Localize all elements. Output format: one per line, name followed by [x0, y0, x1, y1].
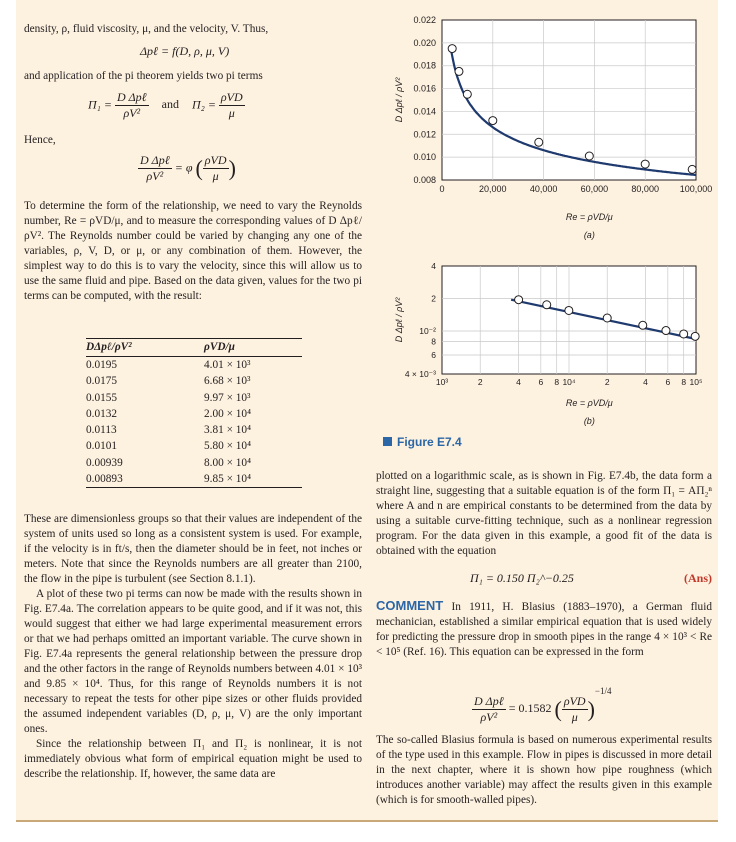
table-cell: 8.00 × 10⁴	[204, 456, 252, 469]
table-row	[86, 406, 302, 422]
y-tick-label: 2	[431, 293, 436, 304]
data-point	[463, 90, 471, 98]
open-paren: (	[195, 155, 203, 181]
data-point	[641, 160, 649, 168]
y-tick-label: 0.022	[413, 15, 436, 25]
left-para-2	[24, 69, 362, 84]
data-point	[515, 296, 523, 304]
left-para-3	[24, 199, 362, 304]
table-header-row	[86, 339, 302, 357]
x-tick-label: 100,000	[679, 184, 712, 194]
x-tick-label: 60,000	[580, 184, 609, 194]
close-paren: )	[587, 696, 595, 722]
pi2-symbol: Π₂ =	[191, 97, 216, 112]
panel-label: (a)	[583, 230, 595, 240]
denominator: ρV²	[146, 169, 164, 183]
data-point	[565, 306, 573, 314]
fraction	[562, 694, 588, 725]
table-cell: 0.0195	[86, 359, 118, 371]
x-tick-label: 10⁴	[562, 377, 576, 387]
denominator: μ	[228, 106, 235, 120]
data-point	[535, 138, 543, 146]
pi-terms-table	[86, 338, 302, 488]
y-tick-label: 0.008	[413, 175, 436, 185]
right-para-3	[376, 733, 712, 808]
x-tick-label: 4	[516, 377, 521, 387]
answer-label: (Ans)	[683, 571, 712, 585]
paragraph: Hence,	[24, 134, 56, 146]
table-row	[86, 471, 302, 488]
paragraph: A plot of these two pi terms can now be made with the results shown in Fig. E7.4a. The correlation appears to be quite good, and if it was not, this would suggest that either we had large experimental measurement errors or that we had perhaps omitted an important variable. The curve shown in Fig. E7.4a represents the general relationship between the pressure drop and the other factors in the range of Reynolds numbers between 4.01 × 10³ and 9.85 × 10⁴. Thus, for this range of Reynolds numbers it is not necessary to repeat the tests for other pipe sizes or other fluids provided the assumed independent variables (D, ρ, μ, V) are the only important ones.	[24, 588, 362, 735]
table-row	[86, 357, 302, 374]
chart-a	[372, 10, 712, 240]
x-tick-label: 4	[643, 377, 648, 387]
comment-heading: COMMENT	[376, 598, 444, 613]
numerator: D Δpℓ	[474, 693, 504, 708]
fraction	[115, 90, 149, 121]
column-header: ρVD/μ	[204, 341, 235, 353]
denominator: ρV²	[123, 106, 141, 120]
panel-label: (b)	[583, 416, 595, 426]
y-tick-label: 8	[431, 336, 436, 347]
table-cell: 6.68 × 10³	[204, 375, 251, 388]
paragraph: and application of the pi theorem yields two pi terms	[24, 70, 263, 82]
table-row	[86, 438, 302, 454]
fraction	[219, 90, 245, 121]
table-cell: 2.00 × 10⁴	[204, 407, 252, 420]
paragraph: To determine the form of the relationship, we need to vary the Reynolds number, Re = ρVD/μ, and to measure the corresponding values of D Δpℓ/ρV². The Reynolds number could be varied by changing any one of the variables, ρ, V, D, or μ, or any combination of them. However, the simplest way to do this is to vary the velocity, since this will allow us to use the same fluid and pipe. Based on the data given, values for the two pi terms can be computed, with the result:	[24, 200, 362, 302]
y-tick-label: 0.020	[413, 37, 436, 48]
data-point	[448, 45, 456, 53]
paragraph: Since the relationship between Π₁ and Π₂ is nonlinear, it is not immediately obvious what form of empirical equation might be used to describe the relationship. If, however, the same data are	[24, 738, 362, 780]
data-point	[680, 330, 688, 338]
y-axis-label: D Δpℓ / ρV²	[394, 77, 404, 123]
data-point	[489, 117, 497, 125]
table-cell: 4.01 × 10³	[204, 359, 251, 371]
table-cell: 9.85 × 10⁴	[204, 473, 252, 486]
data-point	[543, 301, 551, 309]
y-tick-label: 6	[431, 349, 436, 360]
y-tick-label: 0.016	[413, 83, 436, 94]
y-tick-label: 4	[431, 261, 436, 271]
table-row	[86, 373, 302, 389]
right-para-2	[376, 598, 712, 660]
equation-3	[138, 153, 236, 184]
paragraph: plotted on a logarithmic scale, as is shown in Fig. E7.4b, the data form a straight line, suggesting that a suitable equation is of the form Π₁ = AΠ₂ⁿ where A and n are empirical constants to be determined from the data by using a suitable curve-fitting technique, such as a nonlinear regression program. For the data given in this example, a good fit of the data is obtained with the equation	[376, 470, 712, 557]
blasius-equation	[472, 686, 612, 725]
right-para-1	[376, 469, 712, 559]
data-point	[688, 165, 696, 173]
x-tick-label: 20,000	[479, 184, 507, 194]
open-paren: (	[554, 696, 562, 722]
x-tick-label: 10³	[435, 377, 449, 387]
paragraph: density, ρ, fluid viscosity, μ, and the velocity, V. Thus,	[24, 23, 269, 35]
x-axis-label: Re = ρVD/μ	[565, 212, 613, 222]
chart-b	[372, 258, 712, 430]
x-tick-label: 40,000	[529, 184, 558, 194]
y-tick-label: 0.014	[413, 106, 436, 117]
data-point	[662, 327, 670, 335]
pi1-symbol: Π₁ =	[88, 97, 112, 112]
and-word: and	[161, 97, 179, 112]
data-point	[585, 152, 593, 160]
left-para-4	[24, 512, 362, 782]
table-row	[86, 422, 302, 438]
data-point	[603, 314, 611, 322]
caption-square-icon	[383, 437, 392, 446]
x-tick-label: 2	[477, 377, 483, 387]
equation-1: Δpℓ = f(D, ρ, μ, V)	[140, 44, 230, 58]
y-tick-label: 0.010	[413, 152, 436, 163]
result-equation: Π₁ = 0.150 Π₂^−0.25	[470, 571, 574, 585]
equation-result	[470, 571, 712, 586]
close-paren: )	[228, 155, 236, 181]
table-cell: 0.0132	[86, 407, 118, 420]
numerator: D Δpℓ	[116, 90, 147, 104]
figure-caption	[383, 435, 462, 449]
y-tick-label: 4 × 10⁻³	[404, 369, 436, 379]
figure-title: Figure E7.4	[397, 435, 462, 449]
x-tick-label: 80,000	[631, 184, 659, 194]
numerator: ρVD	[563, 693, 586, 708]
numerator: ρVD	[204, 153, 227, 167]
data-point	[455, 67, 463, 75]
coefficient: = 0.1582	[508, 701, 552, 715]
paragraph: These are dimensionless groups so that their values are independent of the system of units used so long as a consistent system is used. For example, if the velocity is in ft/s, then the diameter should be in feet, not inches or meters. Note that since the Reynolds numbers are all greater than 2100, the flow in the pipe is turbulent (see Section 8.1.1).	[24, 513, 362, 585]
table-cell: 9.97 × 10³	[204, 391, 251, 404]
table-cell: 0.00939	[86, 456, 123, 469]
table-cell: 5.80 × 10⁴	[204, 440, 252, 453]
column-header: DΔpℓ/ρV²	[86, 341, 132, 353]
y-tick-label: 10⁻²	[419, 326, 436, 337]
x-tick-label: 6	[538, 377, 544, 387]
fraction	[203, 153, 229, 184]
table-cell: 0.00893	[86, 473, 123, 486]
paragraph: The so-called Blasius formula is based on numerous experimental results of the type used in this example. Flow in pipes is discussed in more detail in the next chapter, where it is shown how pipe roughness (which introduces another variable) may affect the results given in this example (which is for smooth-walled pipes).	[376, 734, 712, 806]
x-axis-label: Re = ρVD/μ	[565, 398, 613, 408]
exponent: −1/4	[594, 686, 612, 696]
y-tick-label: 0.018	[413, 60, 436, 71]
denominator: μ	[212, 169, 219, 183]
x-tick-label: 2	[604, 377, 610, 387]
numerator: ρVD	[220, 90, 243, 104]
table-cell: 0.0101	[86, 440, 118, 453]
fraction	[138, 153, 172, 184]
fraction	[472, 694, 506, 725]
table-cell: 0.0155	[86, 391, 118, 404]
x-tick-label: 8	[554, 377, 560, 387]
x-tick-label: 10⁵	[689, 377, 703, 387]
data-point	[639, 321, 647, 329]
table-cell: 3.81 × 10⁴	[204, 424, 252, 437]
x-tick-label: 6	[665, 377, 671, 387]
table-cell: 0.0113	[86, 424, 117, 437]
equation-2	[88, 90, 245, 121]
denominator: ρV²	[480, 709, 498, 724]
phi-function: = φ	[174, 160, 193, 175]
y-axis-label: D Δpℓ / ρV²	[394, 297, 404, 343]
data-point	[691, 332, 699, 340]
table-row	[86, 455, 302, 471]
paragraph: In 1911, H. Blasius (1883–1970), a German fluid mechanician, established a similar empirical equation that is used widely for predicting the pressure drop in smooth pipes in the range 4 × 10³ < Re < 10⁵ (Ref. 16). This equation can be expressed in the form	[376, 601, 712, 658]
hence-label	[24, 133, 362, 148]
table-cell: 0.0175	[86, 375, 118, 388]
y-tick-label: 0.012	[413, 129, 436, 140]
left-para-1	[24, 22, 362, 37]
x-tick-label: 0	[439, 184, 445, 194]
numerator: D Δpℓ	[140, 153, 170, 167]
table-row	[86, 390, 302, 406]
x-tick-label: 8	[681, 377, 687, 387]
denominator: μ	[571, 709, 578, 724]
